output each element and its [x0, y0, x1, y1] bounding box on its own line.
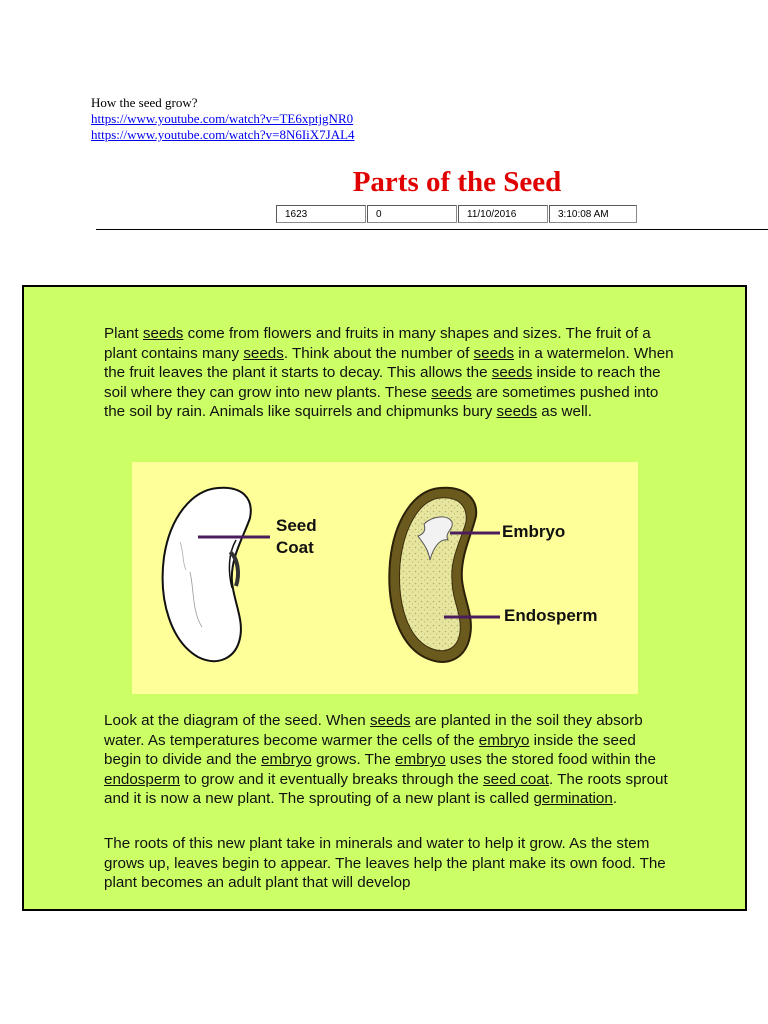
keyword-endosperm: endosperm [104, 770, 180, 788]
seed-diagram-art [132, 462, 638, 694]
intro-question: How the seed grow? [91, 95, 198, 110]
endosperm-label: Endosperm [504, 606, 598, 625]
keyword-seeds: seeds [243, 344, 284, 362]
keyword-seeds: seeds [369, 712, 411, 729]
field-time[interactable]: 3:10:08 AM [549, 205, 637, 223]
intro-block [91, 95, 355, 143]
keyword-seeds: seeds [491, 364, 533, 382]
content-panel [22, 285, 747, 911]
keyword-embryo: embryo [478, 731, 530, 749]
field-zero[interactable]: 0 [367, 205, 457, 223]
video-link-1[interactable]: https://www.youtube.com/watch?v=TE6xptjgNR0 [91, 111, 354, 126]
keyword-seeds: seeds [496, 403, 538, 421]
seed-coat-label: Seed Coat [276, 516, 317, 557]
paragraph-seeds-intro: Plant seeds come from flowers and fruits in many shapes and sizes. The fruit of a plant contains many seeds. Think about the number of seeds in a watermelon. When the fruit leaves the plant it starts to decay. This allows the seeds inside to reach the soil where they can grow into new plants. These seeds are sometimes pushed into the soil by rain. Animals like squirrels and chipmunks bury seeds as well. [104, 325, 674, 421]
keyword-seeds: seeds [142, 325, 184, 342]
page-title: Parts of the Seed [352, 166, 562, 198]
horizontal-rule [96, 229, 768, 230]
bean-outer-view [163, 488, 251, 661]
paragraph-germination: Look at the diagram of the seed. When seeds are planted in the soil they absorb water. As temperatures become warmer the cells of the embryo inside the seed begin to divide and the embryo grows. The embryo uses the stored food within the endosperm to grow and it eventually breaks through the seed coat. The roots sprout and it is now a new plant. The sprouting of a new plant is called germination. [104, 712, 668, 808]
field-date[interactable]: 11/10/2016 [458, 205, 548, 223]
seed-diagram [132, 462, 638, 694]
bean-cross-section [389, 488, 476, 662]
keyword-seed-coat: seed coat [483, 770, 549, 788]
keyword-seeds: seeds [431, 383, 472, 401]
keyword-embryo: embryo [395, 751, 446, 769]
keyword-embryo: embryo [261, 751, 312, 769]
video-link-2[interactable]: https://www.youtube.com/watch?v=8N6IiX7JAL4 [91, 127, 355, 142]
paragraph-growth: The roots of this new plant take in minerals and water to help it grow. As the stem grows up, leaves begin to appear. The leaves help the plant make its own food. The plant becomes an adult plant that will develop [104, 835, 666, 892]
embryo-label: Embryo [502, 522, 566, 541]
keyword-germination: germination [533, 790, 613, 808]
keyword-seeds: seeds [473, 344, 515, 362]
field-count[interactable]: 1623 [276, 205, 366, 223]
